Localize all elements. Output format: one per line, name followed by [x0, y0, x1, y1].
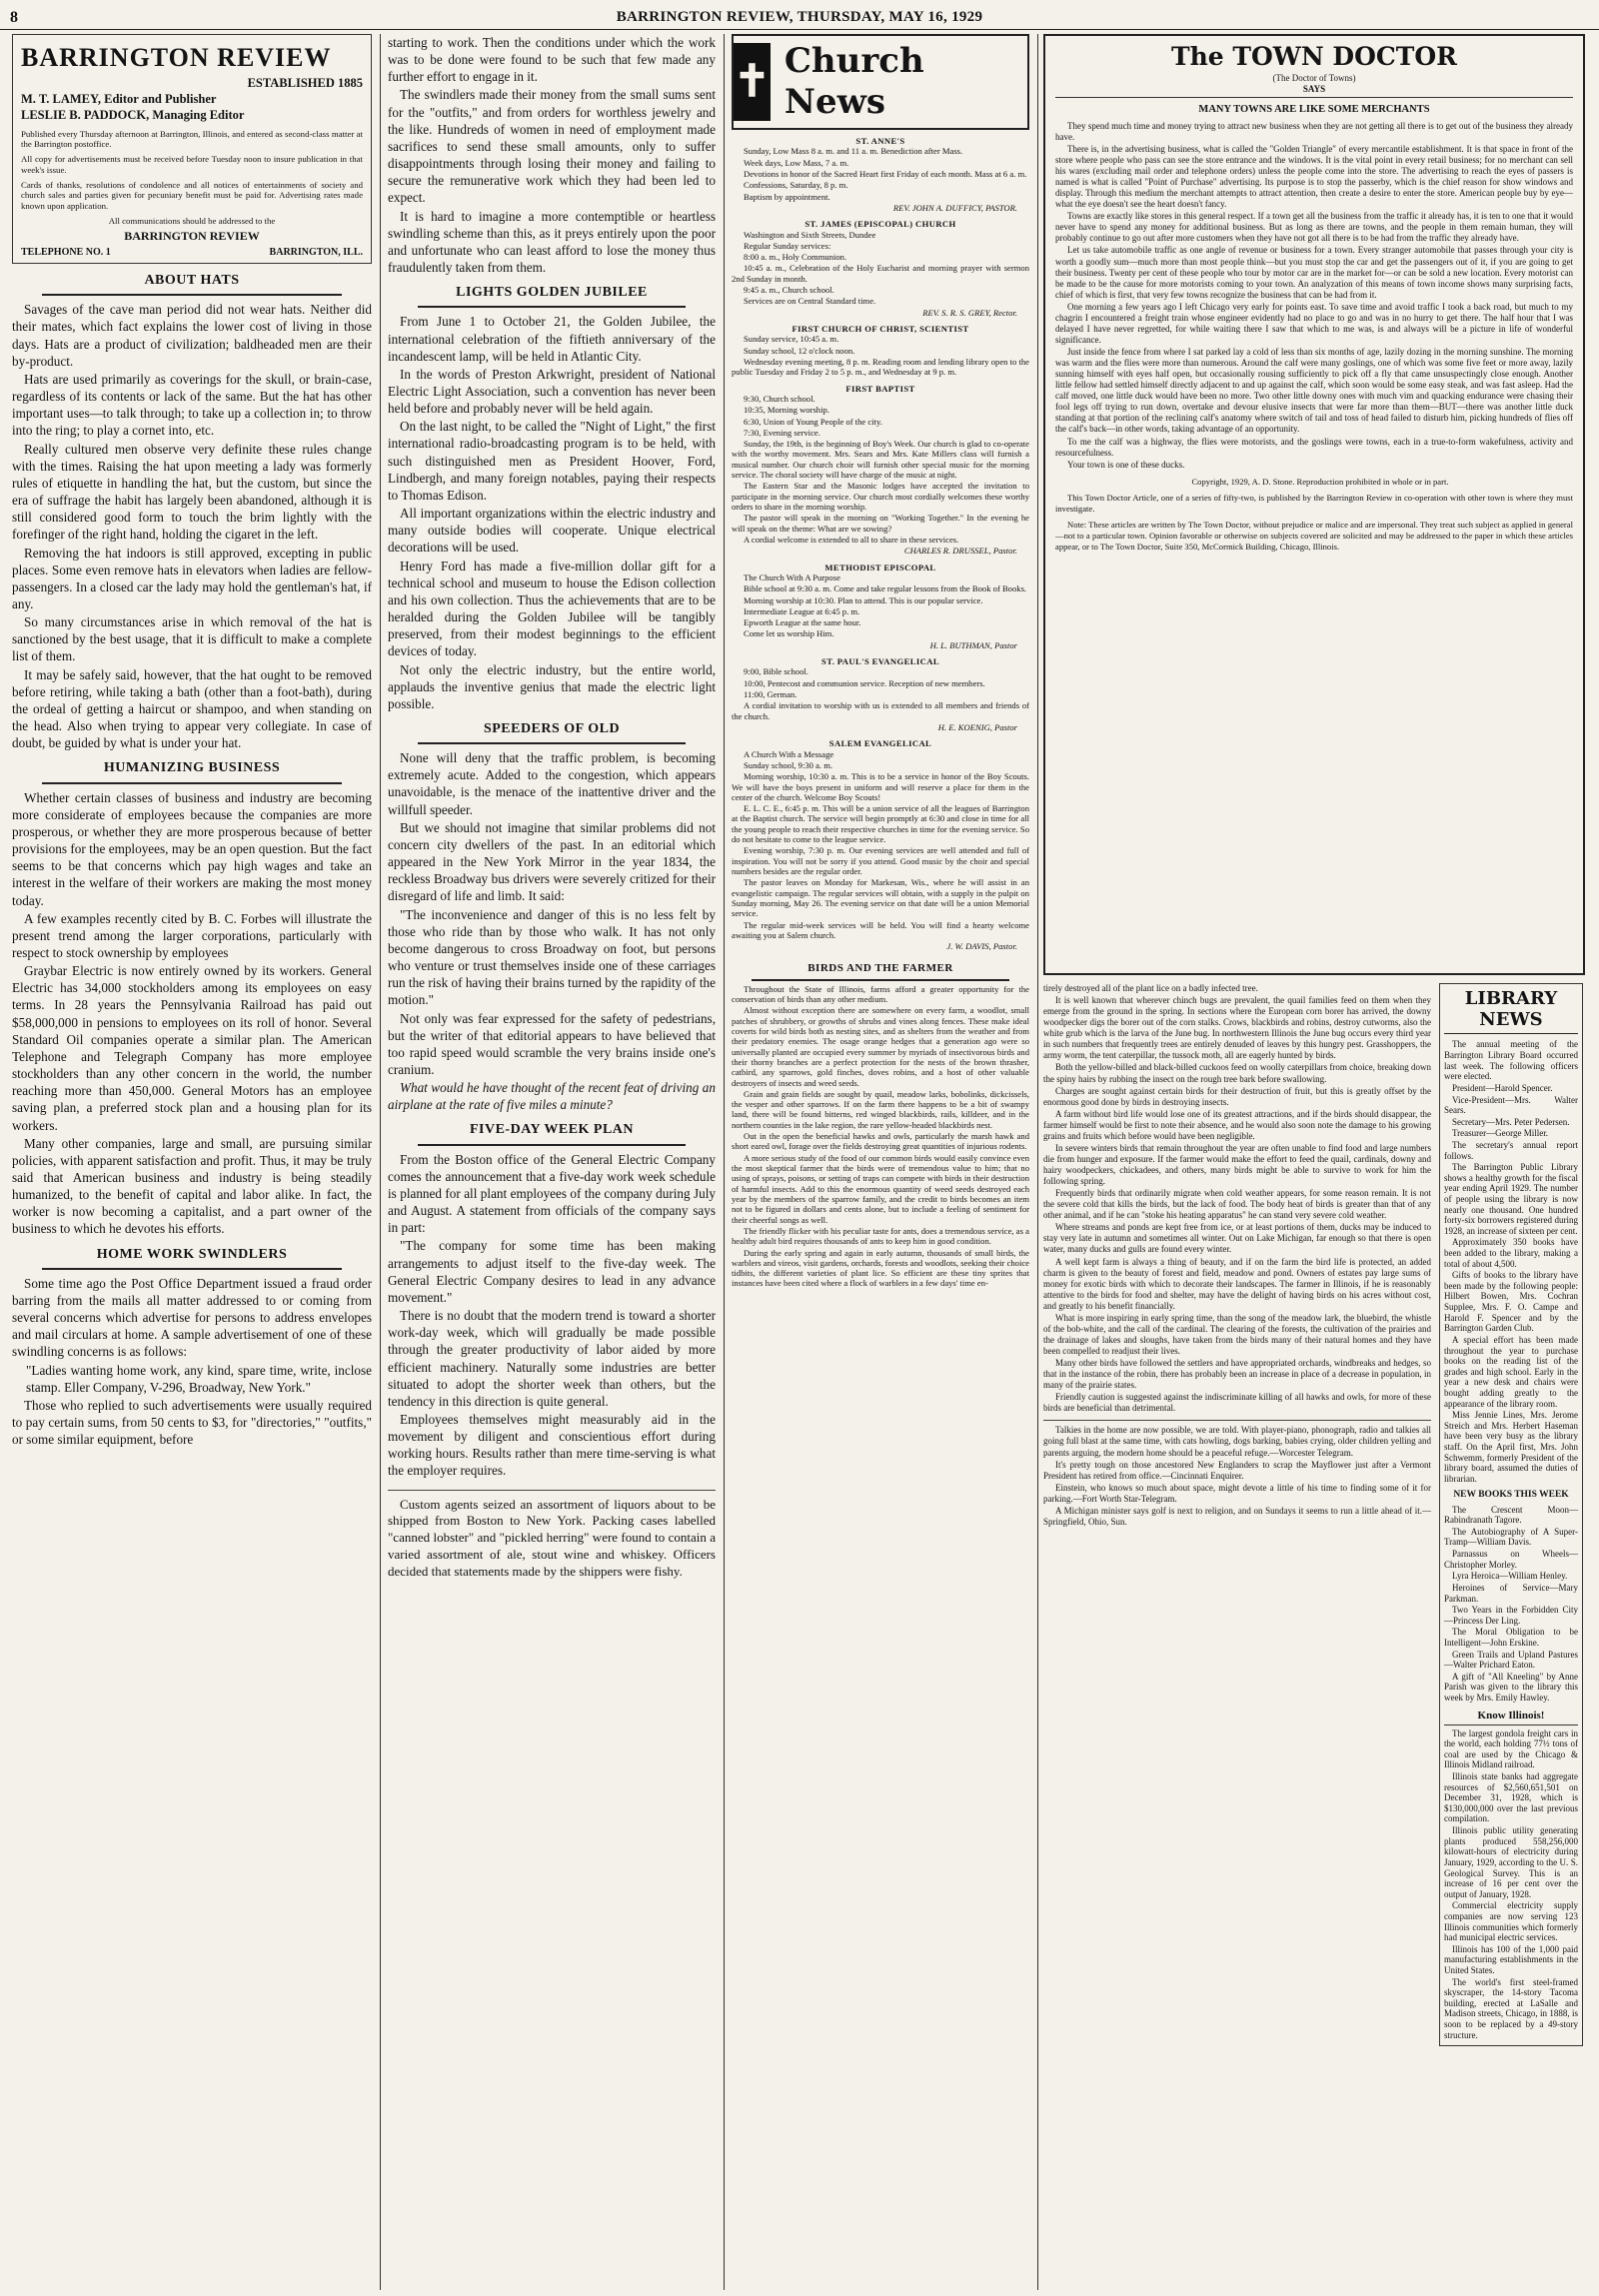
fact-item: The largest gondola freight cars in the world, each holding 77½ tons of coal are used by the Chicago & Illinois Midland railroad.: [1444, 1727, 1578, 1770]
column-rule: [1037, 34, 1038, 2290]
article-heading-speeders-of-old: SPEEDERS OF OLD: [418, 720, 686, 744]
church-name: FIRST CHURCH OF CHRIST, SCIENTIST: [792, 324, 969, 334]
book-entry: Lyra Heroica—William Henley.: [1452, 1571, 1568, 1582]
article-humanizing-business: [12, 789, 372, 1238]
article-swindlers-continued: [388, 34, 716, 276]
church-listings: [732, 136, 1029, 952]
paragraph: Approximately 350 books have been added to the library, making a total of about 4,500.: [1444, 1237, 1578, 1269]
paragraph: Gifts of books to the library have been made by the following people: Hilbert Bowen, Mrs. Cochran Supplee, Mrs. F. O. Campe and Harold F. Spencer and by the Barrington Garden Club.: [1444, 1270, 1578, 1334]
church-service-line: Come let us worship Him.: [744, 628, 834, 639]
paragraph: From June 1 to October 21, the Golden Jubilee, the international celebration of the fiftieth anniversary of the incandescent lamp, will be held in Atlantic City.: [388, 314, 716, 364]
paragraph: Employees themselves might measurably aid in the movement by diligent and conscientious effort during working hours. Results rather than mere time-serving is what the employer requires.: [388, 1411, 716, 1479]
church-service-line: Devotions in honor of the Sacred Heart first Friday of each month. Mass at 6 a. m.: [744, 168, 1027, 179]
paragraph: What would he have thought of the recent feat of driving an airplane at the rate of five miles a minute?: [388, 1080, 716, 1113]
church-service-line: Evening worship, 7:30 p. m. Our evening services are well attended and full of inspiration. You will not be sorry if you attend. Good music by the choir and special numbers besides are the regular order.: [732, 845, 1029, 876]
church-service-line: Week days, Low Mass, 7 a. m.: [744, 157, 849, 168]
paragraph: Some time ago the Post Office Department issued a fraud order barring from the mails all matter addressed to or coming from several concerns which advertise for persons to address envelopes and mail circulars at home. A sample advertisement of one of these swindling concerns is as follows:: [12, 1275, 372, 1360]
masthead-copy-note: All copy for advertisements must be received before Tuesday noon to insure publication in that week's issue.: [21, 154, 363, 175]
masthead-cards-note: Cards of thanks, resolutions of condolence and all notices of entertainments of society and church sales and parties given for pecuniary benefit must be paid for. Advertising rates made known upon application.: [21, 180, 363, 211]
paragraph: Not only the electric industry, but the entire world, applauds the inventive genius that made the electric light possible.: [388, 661, 716, 711]
paragraph: Miss Jennie Lines, Mrs. Jerome Streich and Mrs. Herbert Haseman have been very busy as the library staff. On the April first, Mrs. John Schwemm, formerly President of the library board, assumed the duties of librarian.: [1444, 1410, 1578, 1484]
church-service-line: Sunday school, 12 o'clock noon.: [744, 345, 855, 356]
paragraph: A farm without bird life would lose one of its greatest attractions, and if the birds should disappear, the farmer himself would be first to note their absence, and he would also soon note the damage to his growing grains and fruits which before would have been negligible.: [1043, 1108, 1431, 1141]
book-entry: The Autobiography of A Super-Tramp—William Davis.: [1444, 1526, 1578, 1548]
town-doctor-copyright: Copyright, 1929, A. D. Stone. Reproduction prohibited in whole or in part.: [1191, 476, 1449, 487]
masthead-established: ESTABLISHED 1885: [247, 75, 363, 90]
paragraph: It may be safely said, however, that the hat ought to be removed before retiring, while taking a bath (other than a foot-bath), during the ordeal of getting a haircut or shampoo, and when standing on the head. Also when trying to appear very collegiate. In case of doubt, be guided by what is under your hat.: [12, 666, 372, 751]
church-entry: [732, 384, 1029, 557]
article-home-work-swindlers: [12, 1275, 372, 1449]
paragraph: The secretary's annual report follows.: [1444, 1139, 1578, 1161]
column-3: [732, 34, 1029, 2290]
paragraph: Many other birds have followed the settlers and have appropriated orchards, windbreaks and hedges, so that in the instance of the robin, there has probably been an increase in place of a decrease in population, in many of the prairie states.: [1043, 1358, 1431, 1391]
church-service-line: Epworth League at the same hour.: [744, 617, 861, 628]
church-service-line: 7:30, Evening service.: [744, 427, 820, 438]
paragraph: The annual meeting of the Barrington Library Board occurred last week. The following officers were elected.: [1444, 1039, 1578, 1082]
paragraph: The friendly flicker with his peculiar taste for ants, does a tremendous service, as a healthy adult bird requires thousands of ants to keep him in good condition.: [732, 1225, 1029, 1247]
church-service-line: Confessions, Saturday, 8 p. m.: [744, 180, 848, 191]
paragraph: Really cultured men observe very definite these rules change with the times. Raising the hat upon meeting a lady was formerly rules of etiquette in handling the hat, but the custom, but since the era of suffrage the habit has largely been abandoned, although it is still considered good form to touch the brim lightly with the forefinger of the right hand, holding the cigaret in the left.: [12, 441, 372, 543]
library-news-title: LIBRARY NEWS: [1444, 988, 1578, 1034]
paragraph: Hats are used primarily as coverings for the skull, or brain-case, regardless of its contents or lack of the same. But the hat has other important uses—to talk through; to take up a collection in; to throw into the ring; to play a cornet into, etc.: [12, 371, 372, 439]
masthead-town: BARRINGTON, ILL.: [269, 247, 363, 259]
article-heading-golden-jubilee: LIGHTS GOLDEN JUBILEE: [418, 284, 686, 308]
new-books-heading: NEW BOOKS THIS WEEK: [1453, 1490, 1569, 1501]
church-name: ST. JAMES (EPISCOPAL) CHURCH: [804, 219, 956, 230]
paragraph: But we should not imagine that similar problems did not concern city dwellers of the past. In an editorial which appeared in the New York Mirror in the year 1834, the reckless Broadway bus drivers were severely critized for their disregard of life and limb. It said:: [388, 819, 716, 904]
paragraph: One morning a few years ago I left Chicago very early for points east. To save time and avoid traffic I took a back road, but much to my chagrin I encountered a freight train whose engineer evidently had no place to go and was in no hurry to get there. The half hour that I was delayed I have never regretted, for while waiting there I saw that which to me was, is and always will be a picture in life of wonderful significance.: [1055, 301, 1573, 345]
paragraph: So many circumstances arise in which removal of the hat is sanctioned by the best usage, that it is difficult to make a complete list of them.: [12, 614, 372, 664]
paragraph: It is hard to imagine a more contemptible or heartless swindling scheme than this, as it preys entirely upon the poor and unfortunate who can least afford to lose the money thus fraudulently taken from them.: [388, 208, 716, 276]
paragraph: None will deny that the traffic problem, is becoming extremely acute. Added to the congestion, which appears unavoidable, is the menace of the inattentive driver and the willfull speeder.: [388, 750, 716, 817]
paragraph: A few examples recently cited by B. C. Forbes will illustrate the present trend among the larger corporations, particularly with respect to stock ownership by employees: [12, 910, 372, 960]
paragraph: Frequently birds that ordinarily migrate when cold weather appears, for some reason remain. It is not the severe cold that kills the birds, but the lack of food. The body heat of birds is greater than that of any other animal, and if he can "stoke his heating apparatus" he can stand very severe cold weather.: [1043, 1188, 1431, 1221]
paragraph: President—Harold Spencer.: [1452, 1082, 1553, 1093]
church-service-line: Sunday school, 9:30 a. m.: [744, 759, 833, 770]
article-birds-and-farmer: [732, 984, 1029, 1289]
church-service-line: Washington and Sixth Streets, Dundee: [744, 229, 876, 240]
liquor-seizure-item: [388, 1490, 716, 1581]
brief-item: Einstein, who knows so much about space, might devote a little of his time to finding some of it for parking.—Fort Worth Star-Telegram.: [1043, 1482, 1431, 1504]
church-pastor: CHARLES R. DRUSSEL, Pastor.: [903, 546, 1017, 557]
column-1: [12, 34, 372, 2290]
masthead-contact: [21, 246, 363, 259]
town-doctor-title: The TOWN DOCTOR: [1171, 42, 1457, 71]
masthead-managing-editor: LESLIE B. PADDOCK, Managing Editor: [21, 108, 245, 123]
town-doctor-note: Note: These articles are written by The Town Doctor, without prejudice or malice and are impersonal. They treat such subject as applied in general—not to a particular town. Opinion favorable or otherwise on subjects covered are solicited and may be addressed to the paper in which these articles appear, or to The Town Doctor, Suite 350, McCormick Building, Chicago, Illinois.: [1055, 520, 1573, 552]
church-service-line: 6:30, Union of Young People of the city.: [744, 416, 882, 427]
masthead-name: BARRINGTON REVIEW: [21, 43, 332, 72]
masthead-communications-note: All communications should be addressed to the: [108, 216, 276, 227]
paragraph: Charges are sought against certain birds for their destruction of fruit, but this is greatly offset by the enormous good done by birds in destroying insects.: [1043, 1085, 1431, 1107]
church-service-line: The Eastern Star and the Masonic lodges have accepted the invitation to participate in the morning service. Our church most cordially welcomes these worthy orders to share in the morning worship.: [732, 481, 1029, 512]
church-pastor: H. E. KOENIG, Pastor: [937, 721, 1017, 732]
church-service-line: Regular Sunday services:: [744, 240, 831, 251]
paragraph: It is well known that wherever chinch bugs are prevalent, the quail families feed on them when they emerge from the ground in the spring. In sections where the European corn borer has arrived, the downy woodpecker digs the borer out of the corn stalks. Crows, blackbirds and robins, destroy cutworms, also the white grub which is the larva of the June bug. In northwestern Illinois the June bug occurs every third year in such numbers that frequently trees are entirely denuded of leaves by this hungry pest. Grasshoppers, the army worm, the tent caterpillar, the tussock moth, all are eagerly hunted by birds.: [1043, 995, 1431, 1061]
town-doctor-subtitle: (The Doctor of Towns): [1272, 72, 1356, 83]
paragraph: The swindlers made their money from the small sums sent for the "outfits," and from orders for worthless jewelry and the like. Hundreds of women in need of employment made sacrifices to send these small amounts, only to suffer disappointments through losing their money and failing to secure the remunerative work which they had been led to expect.: [388, 87, 716, 206]
church-service-line: 10:45 a. m., Celebration of the Holy Eucharist and morning prayer with sermon 2nd Sunday in month.: [732, 263, 1029, 284]
paragraph: In severe winters birds that remain throughout the year are often unable to find food and large numbers die from hunger and exposure. If the farmer would make the effort to feed the quail, cardinals, downy and hairy woodpeckers, chickadees, and others, many birds might be able to survive to work for him the following spring.: [1043, 1142, 1431, 1187]
church-service-line: Sunday, Low Mass 8 a. m. and 11 a. m. Benediction after Mass.: [744, 146, 963, 157]
article-heading-home-work-swindlers: HOME WORK SWINDLERS: [42, 1246, 342, 1270]
church-name: SALEM EVANGELICAL: [828, 738, 932, 749]
church-entry: [732, 563, 1029, 651]
masthead-editor: M. T. LAMEY, Editor and Publisher: [21, 92, 217, 107]
fact-item: Illinois state banks had aggregate resources of $2,560,651,501 on December 31, 1928, which is $130,000,000 over the last previous compilation.: [1444, 1771, 1578, 1824]
paragraph: There is, in the advertising business, what is called the "Golden Triangle" of every mercantile establishment. It is that space in front of the store where people who pass can see the store entrance and the windows. It is the vital point in every retail business; for no merchant can sell his wares (excluding mail order and telephone orders) unless the people come into the store. The advertising to reach the eyes of passers is named is what is called "Point of Purchase" advertising. Its purpose is to stop the passerby, which is the chief reason for show windows and display. Through this medium the merchant attempts to attract attention, then create a desire to enter the store. American people buy by eye—what the eye doesn't see the heart doesn't fancy.: [1055, 143, 1573, 210]
paragraph: To me the calf was a highway, the flies were motorists, and the goslings were towns, each in a true-to-form wakefulness, activity and resourcefulness.: [1055, 436, 1573, 458]
paragraph: Savages of the cave man period did not wear hats. Neither did their mates, which fact explains the lower cost of living in those days. Hats are a product of civilization; baldheaded men are their by-product.: [12, 302, 372, 369]
paragraph: What is more inspiring in early spring time, than the song of the meadow lark, the bluebird, the whistle of the bob-white, and the call of the cardinal. The clearing of the forests, the cultivation of the prairies and the drainage of lakes and sloughs, have taken from the birds many of their natural homes and they have been compelled to readjust their lives.: [1043, 1312, 1431, 1356]
paragraph: Almost without exception there are somewhere on every farm, a woodlot, small patches of shrubbery, or growths of shrubs and vines along fences. These make ideal coverts for wild birds both as nesting sites, and as shelters from the weather and from their predatory enemies. The osage orange hedges that a generation ago were so universally planted are occupied every summer by myriads of insectivorous birds and their thorny branches are a perfect protection for the nests of the brown thrasher, catbird, any sparrows, gold finches, doves robins, and a host of other valuable destroyers of insects and weed seeds.: [732, 1005, 1029, 1088]
article-heading-birds-and-farmer: BIRDS AND THE FARMER: [752, 962, 1009, 981]
church-service-line: 8:00 a. m., Holy Communion.: [744, 252, 847, 263]
lower-section: [1043, 983, 1585, 2046]
paragraph: All important organizations within the electric industry and many outside bodies will cooperate. Unique electrical decorations will be used.: [388, 506, 716, 556]
book-entry: Two Years in the Forbidden City—Princess Der Ling.: [1444, 1605, 1578, 1626]
paragraph: A special effort has been made throughout the year to purchase books on the reading list of the grades and high school. Early in the year a new desk and chairs were bought adding greatly to the appearance of the library room.: [1444, 1334, 1578, 1409]
quoted-advertisement: "Ladies wanting home work, any kind, spare time, write, inclose stamp. Eller Company, V-296, Broadway, New York.": [26, 1362, 372, 1395]
book-entry: The Moral Obligation to be Intelligent—John Erskine.: [1444, 1627, 1578, 1648]
article-golden-jubilee: [388, 313, 716, 712]
paragraph: Grain and grain fields are sought by quail, meadow larks, bobolinks, dickcissels, the vesper and other sparrows. If on the farm there happens to be a bit of swampy land, there will be found bitterns, red winged blackbirds, rails, killdeer, and in the northern counties in the lake region, the rare yellow-headed blackbirds nest.: [732, 1088, 1029, 1130]
running-head: [0, 0, 1599, 30]
church-entry: [732, 136, 1029, 213]
article-heading-five-day-week: FIVE-DAY WEEK PLAN: [418, 1121, 686, 1145]
church-entry: [732, 738, 1029, 951]
paragraph: Towns are exactly like stores in this general respect. If a town get all the business from the traffic it already has, it is ten to one that it would never have to spend any money for additional business. But as long as there are towns, and the people in them remain human, they will probably continue to go out after more customers when they have not got all there is to be had from the traffic they already have.: [1055, 211, 1573, 244]
church-news-banner: [732, 34, 1029, 130]
church-service-line: Sunday, the 19th, is the beginning of Boy's Week. Our church is glad to co-operate with the worthy movement. Mrs. Sears and Mrs. Kate Millers class will furnish a musical number. Our church choir will furnish other special music for the morning service. The choral society will have charge of the music at night.: [732, 439, 1029, 481]
church-service-line: A cordial welcome is extended to all to share in these services.: [744, 534, 959, 545]
book-entry: The Crescent Moon—Rabindranath Tagore.: [1444, 1504, 1578, 1526]
church-name: FIRST BAPTIST: [845, 383, 915, 394]
church-service-line: 10:35, Morning worship.: [744, 405, 829, 416]
paragraph: There is no doubt that the modern trend is toward a shorter work-day week, which will gradually be made possible through the greater productivity of labor aided by more efficient machinery. Naturally some industries are better situated to adopt the shorter week than others, but the tendency in this direction is quite general.: [388, 1308, 716, 1409]
town-doctor-says: SAYS: [1055, 84, 1573, 98]
paragraph: Vice-President—Mrs. Walter Sears.: [1444, 1094, 1578, 1116]
paragraph: Out in the open the beneficial hawks and owls, particularly the marsh hawk and short eared owl, forage over the fields destroying great quantities of injurious rodents.: [732, 1131, 1029, 1152]
church-service-line: The Church With A Purpose: [744, 572, 840, 582]
paragraph: Treasurer—George Miller.: [1452, 1128, 1548, 1139]
paragraph: "The inconvenience and danger of this is no less felt by those who ride than by those who walk. It has not only become dangerous to cross Broadway on foot, but persons who venture or trust themselves inside one of these carriages run the risk of having their brains turned by the rapidity of the motion.": [388, 906, 716, 1008]
church-service-line: Baptism by appointment.: [744, 191, 830, 202]
masthead-telephone: TELEPHONE NO. 1: [21, 247, 111, 259]
paragraph: Custom agents seized an assortment of liquors about to be shipped from Boston to New York. Packing cases labelled "canned lobster" and "pickled herring" were found to contain a varied assortment of ale, stout wine and whiskey. Officers decided that statements made by the shippers were fishy.: [388, 1496, 716, 1580]
paragraph: In the words of Preston Arkwright, president of National Electric Light Association, such a convention has never been held before and probably never will be held again.: [388, 366, 716, 417]
paragraph: Henry Ford has made a five-million dollar gift for a technical school and museum to house the Edison collection and his own collection. Thus the achievements that are to be heralded during the Golden Jubilee will be tangibly preserved, from their modest beginnings to the efficient devices of today.: [388, 558, 716, 659]
church-pastor: J. W. DAVIS, Pastor.: [946, 941, 1017, 952]
church-service-line: 11:00, German.: [744, 689, 798, 699]
article-heading-about-hats: ABOUT HATS: [42, 272, 342, 296]
column-4: [1043, 34, 1585, 2290]
paragraph: Those who replied to such advertisements were usually required to pay certain sums, from 50 cents to $3, for "directories," "outfits," or some similar equipment, before: [12, 1397, 372, 1448]
fact-item: The world's first steel-framed skyscraper, the 14-story Tacoma building, erected at LaSalle and Madison streets, Chicago, in 1888, is soon to be replaced by a 49-story structure.: [1444, 1976, 1578, 2040]
paragraph: A well kept farm is always a thing of beauty, and if on the farm the bird life is protected, an added charm is given to the beauty of forest and field, meadow and pond. Owners of estates pay large sums of money for exotic birds with which to decorate their landscapes. The farmer in Illinois, if he is reasonably attentive to the birds for food and shelter, may have the delight of having birds on his acres without cost, and greatly to his benefit financially.: [1043, 1256, 1431, 1311]
church-pastor: H. L. BUTHMAN, Pastor: [929, 639, 1017, 650]
birds-and-farmer-continued: [1043, 983, 1431, 2046]
article-five-day-week: [388, 1151, 716, 1480]
church-name: ST. ANNE'S: [855, 136, 905, 146]
cross-icon: ✝: [734, 43, 771, 121]
column-rule: [724, 34, 725, 2290]
masthead-published-note: Published every Thursday afternoon at Barrington, Illinois, and entered as second-class matter at the Barrington postoffice.: [21, 128, 363, 149]
page-number: 8: [10, 9, 18, 26]
article-speeders-of-old: [388, 749, 716, 1113]
know-illinois-heading: Know Illinois!: [1444, 1710, 1578, 1725]
paragraph: Throughout the State of Illinois, farms afford a greater opportunity for the conservation of birds than any other medium.: [732, 983, 1029, 1004]
church-service-line: 10:00, Pentecost and communion service. Reception of new members.: [744, 677, 985, 688]
church-service-line: The pastor leaves on Monday for Markesan, Wis., where he will assist in an evangelistic campaign. The regular services will obtain, with a supply in the pulpit on Sunday morning, May 26. The evening service on that date will be a union Memorial service.: [732, 877, 1029, 919]
fact-item: Illinois public utility generating plants produced 558,256,000 kilowatt-hours of electricity during January, 1929, according to the U. S. Geological Survey. This is an increase of 16 per cent over the output of January, 1928.: [1444, 1825, 1578, 1899]
article-about-hats: [12, 301, 372, 751]
paragraph: A more serious study of the food of our common birds would easily convince even the most skeptical farmer that the birds were of tremendous value to him; that no using of sprays, poisons, or setting of traps can compete with birds in their destruction of harmful insects. Add to this the enormous quantity of weed seeds destroyed each year by the members of the sparrow family, and the credit to birds becomes an item not to be figured in dollars and cents alone, but to include a feeling of sentiment for their cheerful songs as well.: [732, 1152, 1029, 1225]
church-service-line: Intermediate League at 6:45 p. m.: [744, 605, 860, 616]
church-service-line: Wednesday evening meeting, 8 p. m. Reading room and lending library open to the public Tuesday and Friday 2 to 5 p. m., and Wednesday at 9 p. m.: [732, 356, 1029, 378]
church-entry: [732, 656, 1029, 732]
church-pastor: REV. JOHN A. DUFFICY, PASTOR.: [892, 202, 1017, 213]
church-service-line: 9:30, Church school.: [744, 393, 815, 404]
church-service-line: Morning worship, 10:30 a. m. This is to be a service in honor of the Boy Scouts. We will have the boys present in uniform and will reserve a place for them in the center of the church. Welcome Boy Scouts!: [732, 771, 1029, 802]
town-doctor-headline: MANY TOWNS ARE LIKE SOME MERCHANTS: [1198, 103, 1430, 115]
article-heading-humanizing-business: HUMANIZING BUSINESS: [42, 759, 342, 783]
paragraph: The Barrington Public Library shows a healthy growth for the fiscal year ending April 1929. The number of people using the library is now nearly one thousand. One hundred forty-six borrowers registered during 1928, an increase of sixteen per cent.: [1444, 1162, 1578, 1236]
paragraph: Whether certain classes of business and industry are becoming more considerate of employees because the companies are more prosperous, or whether they are more prosperous because of better provisions for the employees, may be an open question. But the fact seems to be that concerns which pay high wages and take an interest in the welfare of their workers are making the most money today.: [12, 789, 372, 908]
church-service-line: Services are on Central Standard time.: [744, 296, 876, 307]
church-entry: [732, 324, 1029, 378]
church-service-line: The regular mid-week services will be held. You will find a hearty welcome awaiting you at Salem church.: [732, 919, 1029, 940]
book-entry: Parnassus on Wheels—Christopher Morley.: [1444, 1549, 1578, 1570]
paragraph: Just inside the fence from where I sat parked lay a cold of less than six months of age, lazily dozing in the morning sunshine. The morning was warm and the flies were more than numerous. Around the calf were many goslings, one of which was some five feet or more away, lazily sunning himself with eyes half open, but occasionally rousing sufficiently to pick off a fly that came unsuspectingly close enough. Another little fellow had settled himself directly adjacent to and up against the calf, which soon would be some easy steak, and was fast asleep. Had the calf moved, one little duck would have been no more. Two other little downy ones with much vim and quacking endurance were chasing their fool legs off trying to run down, overtake and devour elusive insects that were far more than them—BUT—there was another little duck standing at that portion of the reclining calf's anatomy where switch of tail and toss of head failed to disturb him, picking hundreds of flies off the calf's back—in other words, taking advantage of an opportunity.: [1055, 347, 1573, 435]
paragraph: tirely destroyed all of the plant lice on a badly infected tree.: [1043, 983, 1258, 993]
brief-item: It's pretty tough on those ancestored New Englanders to scrap the Mayflower just after a Vermont President has retired from office.—Cincinnati Enquirer.: [1043, 1459, 1431, 1481]
paragraph: Not only was fear expressed for the safety of pedestrians, but the writer of that editorial appears to have believed that too rapid speed would scramble the very brains inside one's cranium.: [388, 1010, 716, 1077]
paragraph: Both the yellow-billed and black-billed cuckoos feed on woolly caterpillars from choice, breaking down the spiny hairs by rubbing the insect on the rough tree bark before swallowing.: [1043, 1062, 1431, 1084]
masthead: [12, 34, 372, 264]
church-service-line: E. L. C. E., 6:45 p. m. This will be a union service of all the leagues of Barrington at the Baptist church. The service will begin promptly at 6:30 and close in time for all the young people to reach their respective churches in time for the evening service. So do not hesitate to come to the league service.: [732, 803, 1029, 845]
fact-item: Commercial electricity supply companies are now serving 123 Illinois communities which formerly had municipal electric services.: [1444, 1900, 1578, 1943]
church-entry: [732, 219, 1029, 318]
book-entry: Heroines of Service—Mary Parkman.: [1444, 1582, 1578, 1604]
book-entry: A gift of "All Kneeling" by Anne Parish was given to the library this week by Mrs. Emily Hawley.: [1444, 1671, 1578, 1704]
column-2: [388, 34, 716, 2290]
brief-item: Talkies in the home are now possible, we are told. With player-piano, phonograph, radio and talkies all going full blast at the same time, with cats howling, dogs barking, babies crying, older children yelling and parents arguing, the modern home should be a peaceful refuge.—Worcester Telegram.: [1043, 1425, 1431, 1458]
church-service-line: 9:45 a. m., Church school.: [744, 285, 834, 296]
fact-item: Illinois has 100 of the 1,000 paid manufacturing establishments in the United States.: [1444, 1943, 1578, 1975]
paragraph: Removing the hat indoors is still approved, excepting in public places. Some even remove hats in elevators when ladies are fellow-passengers. In a closed car the lady may hold the gentleman's hat, if any.: [12, 545, 372, 611]
church-service-line: Morning worship at 10:30. Plan to attend. This is our popular service.: [744, 594, 983, 605]
church-name: ST. PAUL'S EVANGELICAL: [821, 656, 939, 667]
paragraph: From the Boston office of the General Electric Company comes the announcement that a five-day work week schedule is planned for all plant employees of the company during July and August. A statement from officials of the company says in part:: [388, 1151, 716, 1236]
paragraph: Let us take automobile traffic as one angle of revenue or business for a town. Every stranger automobile that passes through your city is worth a goodly sum—much more than most people think—but you must stop the car and get the passengers out of it, if you are going to get their business. Twenty per cent of these people who tour by motor car are in the market for—or can be sold a new location. Every motorist can be made to be the cause for more motorists coming to your town. An analyzation of this means of town income shows many surprising facts, chief of which is first, that very few towns recognize the business that can be had from it.: [1055, 245, 1573, 300]
paragraph: Secretary—Mrs. Peter Pedersen.: [1452, 1116, 1570, 1127]
paragraph: "The company for some time has been making arrangements to adjust itself to the five-day week. The General Electric Company desires to lead in any advance movement.": [388, 1238, 716, 1305]
church-service-line: 9:00, Bible school.: [744, 666, 808, 677]
church-name: METHODIST EPISCOPAL: [824, 562, 936, 573]
church-news-title: Church News: [784, 41, 924, 122]
paragraph: During the early spring and again in early autumn, thousands of small birds, the warblers and vireos, visit gardens, orchards, forests and woodlots, seeking their choice tidbits, the different varieties of plant lice. So efficient are these tiny sprites that instances have been cited where a flock of warblers in a few days' time en-: [732, 1247, 1029, 1289]
church-service-line: A Church With a Message: [744, 748, 834, 759]
church-pastor: REV. S. R. S. GREY, Rector.: [922, 307, 1017, 318]
paragraph: They spend much time and money trying to attract new business when they are not getting all there is to get out of the business they already have.: [1055, 120, 1573, 142]
town-doctor-box: [1043, 34, 1585, 975]
paragraph: Graybar Electric is now entirely owned by its workers. General Electric has 34,000 stockholders among its employees on easy terms. In 28 years the Pennsylvania Railroad has paid out $58,000,000 in pensions to employees on its roll of honor. Several Standard Oil companies operate a similar plan. The American Telephone and Telegraph Company has more employee stockholders than any other concern in the world, the number reaching more than 450,000. General Motors has an employee saving plan, a preferred stock plan and a housing plan for its workers.: [12, 963, 372, 1133]
paragraph: Many other companies, large and small, are pursuing similar policies, with apparent satisfaction and profit. Thus, it may be truly said that American business and industry is being steadily humanized, to the benefit of capital and labor alike. In fact, the worker is now becoming a capitalist, and a part owner of the business to which he devotes his efforts.: [12, 1135, 372, 1237]
library-news-box: [1439, 983, 1583, 2046]
town-doctor-series-note: This Town Doctor Article, one of a series of fifty-two, is published by the Barrington Review in co-operation with other town is where they must investigate.: [1055, 493, 1573, 514]
column-rule: [380, 34, 381, 2290]
paragraph: On the last night, to be called the "Night of Light," the first international radio-broadcasting program is to be held, with such distinguished men as President Hoover, Ford, Lindbergh, and many foreign notables, paying their respects to Thomas Edison.: [388, 419, 716, 503]
book-entry: Green Trails and Upland Pastures—Walter Prichard Eaton.: [1444, 1649, 1578, 1671]
divider: [1043, 1420, 1431, 1421]
paragraph: Friendly caution is suggested against the indiscriminate killing of all hawks and owls, for more of these birds are beneficial than detrimental.: [1043, 1392, 1431, 1414]
church-service-line: Sunday service, 10:45 a. m.: [744, 334, 839, 345]
running-head-title: BARRINGTON REVIEW, THURSDAY, MAY 16, 1929: [616, 9, 983, 25]
paragraph: starting to work. Then the conditions under which the work was to be done were found to be such that few made any further effort to engage in it.: [388, 35, 716, 85]
paragraph: Where streams and ponds are kept free from ice, or at least portions of them, ducks may be induced to stay very late in autumn and sometimes all winter. Out on Lake Michigan, far enough so that there is open water, many ducks and gulls are found every winter.: [1043, 1222, 1431, 1255]
church-service-line: The pastor will speak in the morning on "Working Together." In the evening he will speak on the theme: What are we sowing?: [732, 513, 1029, 534]
paragraph: Your town is one of these ducks.: [1067, 459, 1185, 470]
masthead-review-name: BARRINGTON REVIEW: [124, 228, 260, 243]
church-service-line: A cordial invitation to worship with us is extended to all members and friends of the church.: [732, 700, 1029, 721]
church-service-line: Bible school at 9:30 a. m. Come and take regular lessons from the Book of Books.: [744, 583, 1027, 594]
brief-item: A Michigan minister says golf is next to religion, and on Sundays it seems to run a little ahead of it.—Springfield, Ohio, Sun.: [1043, 1505, 1431, 1527]
